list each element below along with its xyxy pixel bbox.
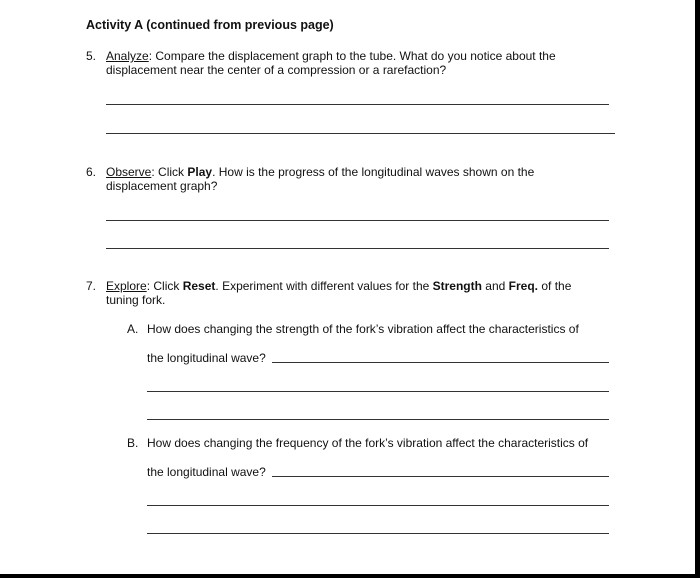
subquestion-a-letter: A. xyxy=(127,322,139,336)
question-7-line-2: tuning fork. xyxy=(106,293,166,307)
question-5-verb: Analyze xyxy=(106,49,149,63)
subquestion-a-line-1: How does changing the strength of the fork’s vibration affect the characteristics of xyxy=(147,322,579,336)
subquestion-b-line-2: the longitudinal wave? xyxy=(147,465,266,479)
answer-line[interactable] xyxy=(106,248,609,249)
page-edge-bottom xyxy=(0,574,700,578)
answer-line[interactable] xyxy=(147,533,609,534)
strength-label: Strength xyxy=(432,279,482,293)
question-5-line-1: Analyze: Compare the displacement graph to the tube. What do you notice about the xyxy=(106,49,556,63)
freq-label: Freq. xyxy=(508,279,539,293)
question-6-line-2: displacement graph? xyxy=(106,179,218,193)
question-7-number: 7. xyxy=(86,279,97,293)
subquestion-b-letter: B. xyxy=(127,436,139,450)
subquestion-a-line-2: the longitudinal wave? xyxy=(147,351,266,365)
activity-heading: Activity A (continued from previous page) xyxy=(86,18,334,32)
question-5-text: Compare the displacement graph to the tube. What do you notice about the xyxy=(155,49,556,63)
question-5-number: 5. xyxy=(86,49,97,63)
answer-line[interactable] xyxy=(106,220,609,221)
question-6-line-1: Observe: Click Play. How is the progress of the longitudinal waves shown on the xyxy=(106,165,535,179)
question-6-number: 6. xyxy=(86,165,97,179)
play-label: Play xyxy=(187,165,213,179)
answer-line[interactable] xyxy=(147,391,609,392)
answer-line[interactable] xyxy=(147,505,609,506)
answer-line[interactable] xyxy=(106,133,615,134)
question-7-line-1: Explore: Click Reset. Experiment with different values for the Strength and Freq. of the xyxy=(106,279,572,293)
question-7-verb: Explore xyxy=(106,279,147,293)
reset-label: Reset xyxy=(182,279,216,293)
question-5-line-2: displacement near the center of a compression or a rarefaction? xyxy=(106,63,447,77)
answer-line[interactable] xyxy=(272,476,609,477)
page-edge-right xyxy=(695,0,700,578)
question-6-verb: Observe xyxy=(106,165,152,179)
subquestion-b-line-1: How does changing the frequency of the fork’s vibration affect the characteristics of xyxy=(147,436,589,450)
answer-line[interactable] xyxy=(106,104,609,105)
answer-line[interactable] xyxy=(147,419,609,420)
answer-line[interactable] xyxy=(272,362,609,363)
